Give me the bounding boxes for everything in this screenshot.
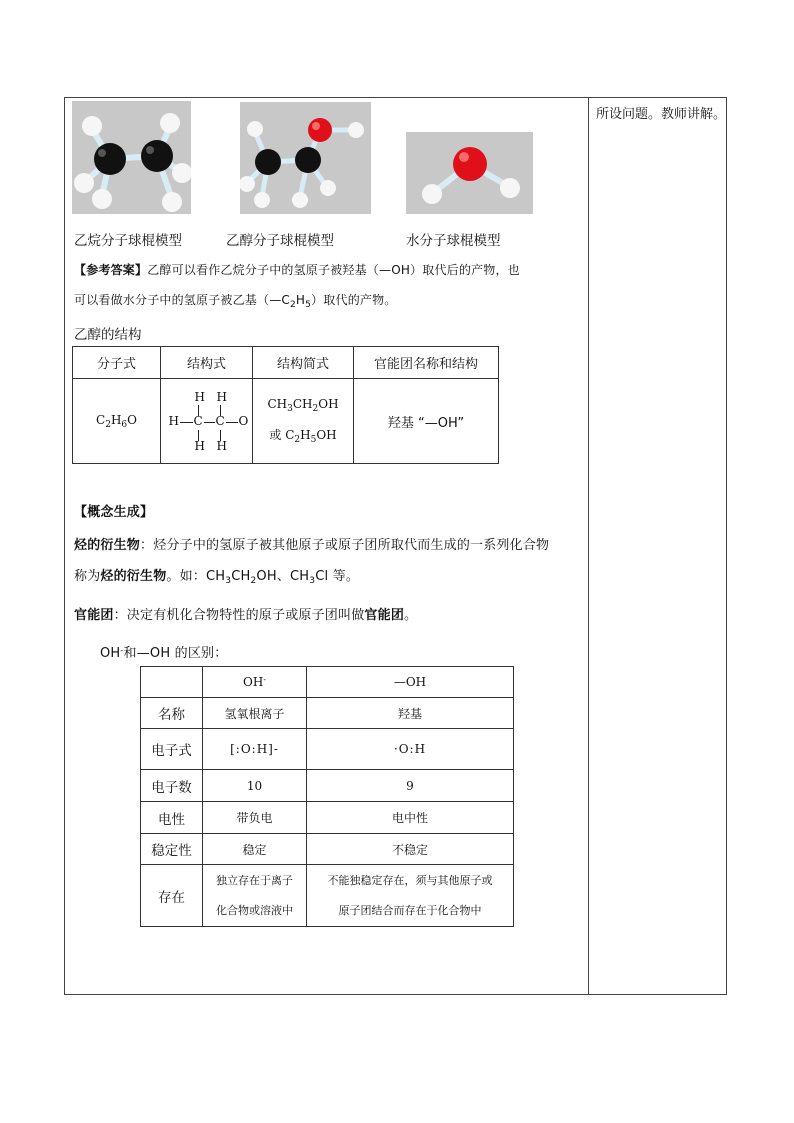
structural-formula-drawing <box>163 386 251 456</box>
mf-sub2: 6 <box>121 419 128 430</box>
answer-sub-2: 5 <box>305 300 312 310</box>
header-molecular-formula: 分子式 <box>73 347 161 379</box>
sf1-s1: 3 <box>287 404 293 414</box>
atom-h3: H <box>168 414 179 428</box>
simplified-formula-cell <box>253 379 354 464</box>
structural-formula-cell <box>161 379 253 464</box>
atom-o: O <box>238 414 249 428</box>
answer-sub-1: 2 <box>289 300 296 310</box>
ion-existence <box>203 865 307 927</box>
ethane-model-image <box>72 101 191 214</box>
header-structural-formula: 结构式 <box>161 347 253 379</box>
sf1-s2: 2 <box>312 404 319 414</box>
atom-h2: H <box>216 390 227 404</box>
ion-electron-formula: [:O:H]- <box>203 729 307 770</box>
atom-h5: H <box>216 439 227 453</box>
row-label-electron-count: 电子数 <box>141 770 203 802</box>
group-existence <box>307 865 514 927</box>
header-simplified-formula: 结构简式 <box>253 347 354 379</box>
column-divider <box>588 97 589 995</box>
ethanol-caption: 乙醇分子球棍模型 <box>226 233 334 249</box>
ion-existence-line-2: 化合物或溶液中 <box>216 903 293 917</box>
answer-line-2 <box>74 291 397 310</box>
column-hydroxyl-group: —OH <box>307 667 514 698</box>
sf2-pre: 或 C <box>269 428 295 442</box>
atom-h1: H <box>194 390 205 404</box>
group-stability: 不稳定 <box>307 834 514 865</box>
sf1-a: CH <box>267 397 288 411</box>
functional-group-cell: 羟基 “—OH” <box>354 379 499 464</box>
deriv-s1: 3 <box>225 576 232 586</box>
sf2-s2: 5 <box>310 435 317 445</box>
ion-charge: 带负电 <box>203 802 307 834</box>
ion-name: 氢氧根离子 <box>203 698 307 729</box>
intro-text: 和—OH 的区别： <box>123 646 228 661</box>
deriv-l2-pre: 称为 <box>74 569 101 584</box>
atom-h4: H <box>194 439 205 453</box>
functional-group-text: ：决定有机化合物特性的原子或原子团叫做 <box>113 608 365 623</box>
ethanol-structure-heading: 乙醇的结构 <box>74 327 142 343</box>
group-electron-count: 9 <box>307 770 514 802</box>
molecular-formula-cell <box>73 379 161 464</box>
answer-line-1 <box>74 261 520 278</box>
ion-stability: 稳定 <box>203 834 307 865</box>
deriv-l2-mid: 。如：CH <box>166 569 226 584</box>
derivative-text: ：烃分子中的氢原子被其他原子或原子团所取代而生成的一系列化合物 <box>140 538 550 553</box>
functional-group-definition <box>74 604 417 623</box>
functional-group-term: 官能团 <box>74 608 114 623</box>
concept-heading: 【概念生成】 <box>74 505 154 520</box>
intro-oh: OH <box>100 646 121 661</box>
group-electron-formula: ·O:H <box>307 729 514 770</box>
comparison-intro <box>100 642 227 661</box>
functional-group-term-2: 官能团 <box>364 608 405 623</box>
ethanol-structure-table <box>72 346 499 464</box>
sf1-c: OH <box>318 397 339 411</box>
row-label-electron-formula: 电子式 <box>141 729 203 770</box>
col1-oh: OH <box>242 675 264 689</box>
deriv-s3: 3 <box>309 576 316 586</box>
deriv-s2: 2 <box>250 576 257 586</box>
column-hydroxide-ion <box>203 667 307 698</box>
intro-sup: - <box>120 646 124 655</box>
answer-text-1: 乙醇可以看作乙烷分子中的氢原子被羟基（—OH）取代后的产物，也 <box>147 263 520 277</box>
sf1-b: CH <box>292 397 313 411</box>
row-label-name: 名称 <box>141 698 203 729</box>
atom-c2: C <box>215 414 225 428</box>
functional-group-end: 。 <box>404 608 418 623</box>
derivative-term-2: 烃的衍生物 <box>100 569 167 584</box>
atom-c1: C <box>193 414 203 428</box>
derivative-term: 烃的衍生物 <box>74 538 141 553</box>
answer-bracket: 【参考答案】 <box>74 263 148 277</box>
row-label-charge: 电性 <box>141 802 203 834</box>
group-existence-line-1: 不能独稳定存在，须与其他原子或 <box>327 873 493 887</box>
row-label-existence: 存在 <box>141 865 203 927</box>
answer-text-2c: ）取代的产物。 <box>311 293 397 307</box>
deriv-mid2: CH <box>231 569 251 584</box>
comparison-table <box>140 666 514 927</box>
ethanol-model-image <box>240 102 371 214</box>
deriv-mid3: OH、CH <box>256 569 310 584</box>
ion-existence-line-1: 独立存在于离子 <box>216 873 293 887</box>
row-label-stability: 稳定性 <box>141 834 203 865</box>
group-name: 羟基 <box>307 698 514 729</box>
corner-cell <box>141 667 203 698</box>
water-caption: 水分子球棍模型 <box>406 233 501 249</box>
sf2-c: OH <box>316 428 337 442</box>
ethane-caption: 乙烷分子球棍模型 <box>74 233 182 249</box>
header-functional-group: 官能团名称和结构 <box>354 347 499 379</box>
mf-o: O <box>127 412 137 427</box>
answer-text-2b: H <box>295 293 306 307</box>
mf-sub1: 2 <box>105 419 111 430</box>
mf-h: H <box>110 412 122 427</box>
sf2-s1: 2 <box>294 435 301 445</box>
derivative-definition-line-2 <box>74 565 359 586</box>
group-existence-line-2: 原子团结合而存在于化合物中 <box>338 903 482 917</box>
ion-electron-count: 10 <box>203 770 307 802</box>
derivative-definition-line-1 <box>74 534 549 553</box>
answer-text-2a: 可以看做水分子中的氢原子被乙基（—C <box>74 293 290 307</box>
side-note: 所设问题。教师讲解。 <box>596 107 727 122</box>
col1-sup: - <box>263 675 266 684</box>
deriv-end: Cl 等。 <box>315 569 360 584</box>
sf2-b: H <box>300 428 311 442</box>
group-charge: 电中性 <box>307 802 514 834</box>
water-model-image <box>406 132 533 214</box>
mf-c: C <box>96 412 106 427</box>
